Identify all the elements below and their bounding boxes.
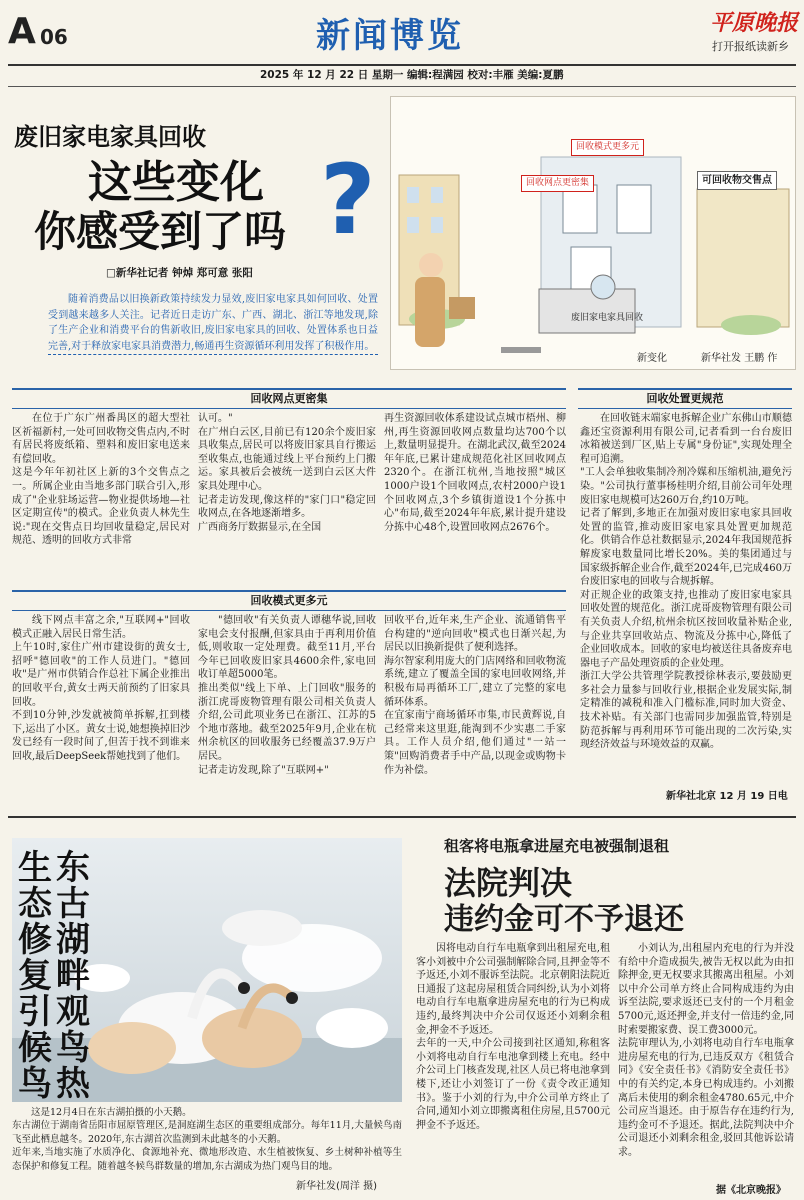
story3-kicker: 租客将电瓶拿进屋充电被强制退租	[444, 837, 670, 855]
sign-mode: 回收模式更多元	[571, 139, 644, 156]
sec1-col3	[384, 412, 566, 588]
photo-headline-line2: 生态修复引候鸟	[18, 848, 52, 1102]
story3-headline-1: 法院判决	[444, 864, 573, 902]
sec3-col3	[384, 614, 566, 806]
illustration-credit: 新华社发 王鹏 作	[701, 353, 778, 364]
sign-network: 回收网点更密集	[521, 175, 594, 192]
sec1-col3-text: 再生资源回收体系建设试点城市梧州、柳州,再生资源回收网点数量均达700个以上,数量明显提升。在湖北武汉,截至2024年年底,已累计建成规范化社区回收网点2320个。在浙江杭州,当地按照"城区1000户设1个回收网点,农村2000户设1个回收网点,3个乡镇街道设1个分拣中心"布局,截至2024年年底,累计提升建设分拣中心48个,设置回收网点2676个。	[384, 413, 566, 533]
date-line: 2025 年 12 月 22 日 星期一 编辑:程满园 校对:丰雁 美编:夏鹏	[260, 69, 564, 81]
sec3-col2	[198, 614, 376, 806]
date-rule	[8, 86, 796, 87]
swan-photo	[12, 838, 402, 1102]
photo-caption-text: 这是12月4日在东古湖拍摄的小天鹅。 东古湖位于湖南省岳阳市屈原管理区,是洞庭湖生态区的重要组成部分。每年11月,大量候鸟南飞至此栖息越冬。2020年,东古湖首次监测到未此越冬的小天鹅。 近年来,当地实施了水质净化、食源地补充、微地形改造、水生植被恢复、乡土树种补植等生态保护和修复工程。随着越冬候鸟群数量的增加,东古湖成为热门观鸟目的地。	[12, 1107, 402, 1172]
sec2-text: 在回收链末端家电拆解企业广东佛山市顺德鑫还宝资源利用有限公司,记者看到一台台废旧冰箱被送到厂区,贴上专属"身份证",实现处理全程可追溯。 "工人会单独收集制冷剂冷媒和压缩机油,避免污染。"公司执行董事杨桂明介绍,目前公司年处理废旧家电规模可达260万台,约10万吨。 记者了解到,多地正在加强对废旧家电家具回收处置的监管,推动废旧家电家具处置更加规范化。供销合作总社数据显示,2024年我国规范拆解废家电数量同比增长20%。美的集团通过与国家级拆解企业合作,截至2024年,已完成460万台废旧家电的回收与合规拆解。 对正规企业的政策支持,也推动了废旧家电家具回收处置的规范化。浙江虎哥废物管理有限公司有关负责人介绍,杭州余杭区按回收量补贴企业,与企业共享回收站点、物流及分拣中心,降低了企业回收成本。回收的家电均被送往具备废弃电器电子产品处理资质的企业处理。 浙江大学公共管理学院教授徐林表示,要鼓励更多社会力量参与回收行业,根据企业发展实际,制定精准的减税和准入门槛标准,同时加大资金、技术补贴。有关部门也需同步加强监管,特别是防范拆解与再利用环节可能出现的二次污染,实现经济效益与环境效益的双赢。	[580, 413, 792, 751]
story3-col2	[618, 942, 794, 1182]
story3-col1-text: 因将电动自行车电瓶拿到出租屋充电,租客小刘被中介公司强制解除合同,且押金等不予返还,小刘不服诉至法院。北京朝阳法院近日通报了这起房屋租赁合同纠纷,认为小刘将电动自行车电瓶拿进房屋充电的行为已构成违约,最终判决中介公司仅返还小刘剩余租金,押金不予返还。 去年的一天,中介公司接到社区通知,称租客小刘将电动自行车电池拿到楼上充电。经中介公司上门核查发现,社区人员已将电池拿到楼下,还让小刘签订了一份《责令改正通知书》。鉴于小刘的行为,中介公司单方终止了合同,通知小刘立即搬离租住房屋,且5700元押金不予返还。	[416, 943, 610, 1131]
photo-caption	[12, 1106, 402, 1173]
story1-illustration	[390, 96, 796, 370]
story1-kicker: 废旧家电家具回收	[14, 122, 206, 151]
story1-headline-2: 你感受到了吗	[34, 207, 287, 256]
page-number: 06	[40, 25, 68, 49]
illustration-caption: 新变化	[637, 353, 667, 364]
photo-headline-line1: 东古湖畔观鸟热	[56, 848, 90, 1102]
story1-byline: □新华社记者 钟焯 郑可意 张阳	[106, 267, 253, 279]
sec2-body	[580, 412, 792, 786]
sec3-col2-text: "德回收"有关负责人谭穗华说,回收家电会支付报酬,但家具由于再利用价值低,则收取一定处理费。截至11月,平台今年已回收废旧家具4600余件,家电回收订单超5000笔。 推出类似"线上下单、上门回收"服务的浙江虎哥废物管理有限公司相关负责人介绍,公司此项业务已在浙江、江苏的5个地市落地。截至2025年9月,企业在杭州余杭区的回收服务已经覆盖37.9万户居民。 记者走访发现,除了"互联网+"	[198, 615, 376, 776]
question-mark-icon: ?	[320, 144, 376, 256]
sec1-col2	[198, 412, 376, 588]
mid-rule	[8, 816, 796, 818]
sec3-title: 回收模式更多元	[12, 590, 566, 611]
illustration-art	[391, 97, 795, 369]
sec1-col1-text: 在位于广东广州番禺区的超大型社区祈福新村,一处可回收物交售点内,不时有居民将废纸箱、塑料和废旧家电送来有偿回收。 这是今年年初社区上新的3个交售点之一。所属企业由当地多部门联合引入,形成了"企业驻场运营—物业提供场地—社区定期宣传"的模式。企业负责人林先生说:"现在交售点日均回收量稳定,居民对规范、透明的回收方式非常	[12, 413, 190, 547]
sec2-dateline: 新华社北京 12 月 19 日电	[666, 791, 788, 802]
masthead-slogan: 打开报纸读新乡	[712, 40, 789, 53]
page-header	[0, 0, 804, 64]
sec2-title: 回收处置更规范	[578, 388, 792, 409]
story1-headline-1: 这些变化	[88, 157, 264, 208]
story3-source: 据《北京晚报》	[716, 1185, 786, 1196]
sec1-title: 回收网点更密集	[12, 388, 566, 409]
sec3-col1-text: 线下网点丰富之余,"互联网+"回收模式正融入居民日常生活。 上午10时,家住广州市建设街的黄女士,招呼"德回收"的工作人员进门。"德回收"是广州市供销合作总社下属企业推出的回收平台,黄女士两天前预约了旧家具回收。 不到10分钟,沙发就被简单拆解,扛到楼下,运出了小区。黄女士说,她想换掉旧沙发已经有一段时间了,但苦于找不到谁来回收,最后DeepSeek帮她找到了他们。	[12, 615, 190, 762]
sign-drop-point: 可回收物交售点	[697, 171, 777, 190]
section-title: 新闻博览	[316, 16, 464, 56]
bin-label: 废旧家电家具回收	[571, 313, 644, 323]
sec1-col1	[12, 412, 190, 588]
story3-headline-2: 违约金可不予退还	[444, 902, 684, 937]
page-letter: A	[8, 11, 36, 52]
sec1-col2-text: 认可。" 在广州白云区,目前已有120余个废旧家具收集点,居民可以将废旧家具自行搬运至收集点,也能通过线上平台预约上门搬运。家具被后会被统一送到白云区大件家具处理中心。 记者走访发现,像这样的"家门口"稳定回收网点,在各地逐渐增多。 广西商务厅数据显示,在全国	[198, 413, 376, 533]
story3-col1	[416, 942, 610, 1198]
story1-lead: 随着消费品以旧换新政策持续发力显效,废旧家电家具如何回收、处置受到越来越多人关注。记者近日走访广东、广西、湖北、浙江等地发现,除了生产企业和消费平台的售新收旧,废旧家电家具的回收、处置体系也日益完善,对于释放家电家具消费潜力,畅通再生资源循环利用发挥了积极作用。	[48, 292, 378, 355]
photo-credit: 新华社发(周洋 摄)	[296, 1181, 377, 1192]
header-rule	[8, 64, 796, 66]
masthead-logo: 平原晚报	[710, 10, 799, 36]
sec3-col3-text: 回收平台,近年来,生产企业、流通销售平台构建的"逆向回收"模式也日渐兴起,为居民以旧换新提供了便利选择。 海尔智家利用庞大的门店网络和回收物流系统,建立了覆盖全国的家电回收网络,并积极布局再循环工厂,建立了完整的家电循环体系。 在宜家南宁商场循环市集,市民黄辉说,自己经常来这里逛,能淘到不少实惠二手家具。工作人员介绍,他们通过"一站一策"回购消费者手中产品,以现金或购物卡作为补偿。	[384, 615, 566, 776]
sec3-col1	[12, 614, 190, 806]
story3-col2-text: 小刘认为,出租屋内充电的行为并没有给中介造成损失,被告无权以此为由扣除押金,更无权要求其搬离出租屋。小刘以中介公司单方终止合同构成违约为由诉至法院,要求返还已支付的一个月租金5700元,返还押金,并支付一倍违约金,同时索要搬家费、误工费3000元。 法院审理认为,小刘将电动自行车电瓶拿进房屋充电的行为,已违反双方《租赁合同》《安全责任书》《消防安全责任书》中的有关约定,本身已构成违约。小刘搬离后未使用的剩余租金4780.65元,中介公司应当退还。由于原告存在违约行为,违约金可不予退还。据此,法院判决中介公司退还小刘剩余租金,驳回其他诉讼请求。	[618, 943, 794, 1158]
